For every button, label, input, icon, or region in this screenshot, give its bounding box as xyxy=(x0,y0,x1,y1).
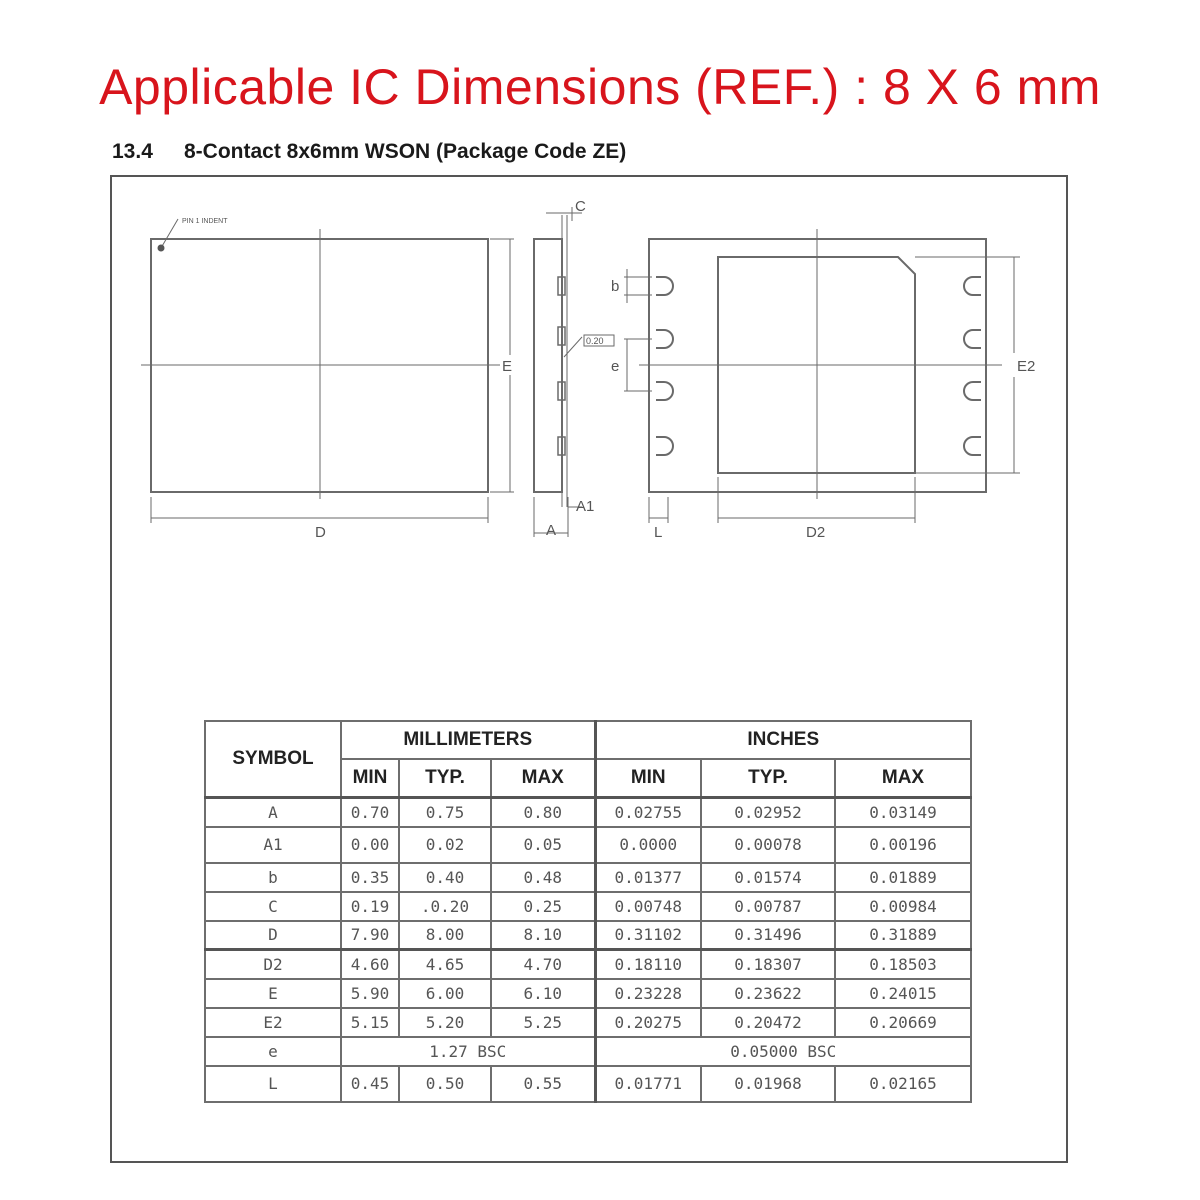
cell-in-max: 0.20669 xyxy=(835,1008,971,1037)
page-title: Applicable IC Dimensions (REF.) : 8 X 6 mm xyxy=(99,59,1101,115)
cell-mm-min: 7.90 xyxy=(341,921,399,950)
cell-in-min: 0.01377 xyxy=(595,863,701,892)
cell-symbol: D2 xyxy=(205,950,341,979)
table-row-b xyxy=(205,863,971,892)
cell-symbol: C xyxy=(205,892,341,921)
cell-in-min: 0.23228 xyxy=(595,979,701,1008)
table-row-A xyxy=(205,798,971,827)
right-pad-2 xyxy=(964,330,981,348)
cell-mm-min: 4.60 xyxy=(341,950,399,979)
section-number: 13.4 xyxy=(112,140,153,163)
cell-in-max: 0.18503 xyxy=(835,950,971,979)
cell-in-min: 0.02755 xyxy=(595,798,701,827)
left-pad-1 xyxy=(656,277,673,295)
cell-in-typ: 0.00078 xyxy=(701,827,835,863)
cell-in-max: 0.01889 xyxy=(835,863,971,892)
label-C: C xyxy=(575,198,586,215)
cell-in-typ: 0.01968 xyxy=(701,1066,835,1102)
cell-in-typ: 0.20472 xyxy=(701,1008,835,1037)
cell-in-max: 0.00196 xyxy=(835,827,971,863)
cell-mm-max: 6.10 xyxy=(491,979,595,1008)
in-typ-header: TYP. xyxy=(701,759,835,798)
cell-symbol: E2 xyxy=(205,1008,341,1037)
right-pad-3 xyxy=(964,382,981,400)
cell-mm-min: 0.45 xyxy=(341,1066,399,1102)
mm-max-header: MAX xyxy=(491,759,595,798)
cell-in-min: 0.00748 xyxy=(595,892,701,921)
cell-mm-typ: 6.00 xyxy=(399,979,491,1008)
label-E2: E2 xyxy=(1017,358,1036,375)
label-A1: A1 xyxy=(576,498,595,515)
table-row-e xyxy=(205,1037,971,1066)
cell-mm-typ: 5.20 xyxy=(399,1008,491,1037)
symbol-header: SYMBOL xyxy=(205,721,341,798)
cell-in-max: 0.31889 xyxy=(835,921,971,950)
left-pad-3 xyxy=(656,382,673,400)
cell-mm-max: 4.70 xyxy=(491,950,595,979)
cell-mm-min: 0.19 xyxy=(341,892,399,921)
table-row-C xyxy=(205,892,971,921)
cell-in-max: 0.02165 xyxy=(835,1066,971,1102)
section-heading xyxy=(112,140,626,164)
label-A: A xyxy=(546,522,557,539)
mm-typ-header: TYP. xyxy=(399,759,491,798)
in-max-header: MAX xyxy=(835,759,971,798)
label-D: D xyxy=(315,524,326,541)
cell-mm-typ: .0.20 xyxy=(399,892,491,921)
cell-mm-min: 0.00 xyxy=(341,827,399,863)
cell-mm-min: 0.35 xyxy=(341,863,399,892)
right-pad-1 xyxy=(964,277,981,295)
cell-mm-max: 8.10 xyxy=(491,921,595,950)
cell-in-typ: 0.01574 xyxy=(701,863,835,892)
label-E: E xyxy=(502,358,513,375)
label-pin1: PIN 1 INDENT xyxy=(182,218,228,225)
table-row-L xyxy=(205,1066,971,1102)
cell-in-typ: 0.23622 xyxy=(701,979,835,1008)
cell-in-min: 0.31102 xyxy=(595,921,701,950)
cell-in-min: 0.18110 xyxy=(595,950,701,979)
cell-in-min: 0.20275 xyxy=(595,1008,701,1037)
inches-header: INCHES xyxy=(595,721,971,759)
cell-in-typ: 0.18307 xyxy=(701,950,835,979)
cell-mm-typ: 4.65 xyxy=(399,950,491,979)
cell-mm-max: 0.25 xyxy=(491,892,595,921)
cell-mm-typ: 8.00 xyxy=(399,921,491,950)
table-row-D2 xyxy=(205,950,971,979)
cell-in-typ: 0.00787 xyxy=(701,892,835,921)
pin1-marker xyxy=(158,245,165,252)
cell-mm-typ: 0.75 xyxy=(399,798,491,827)
cell-in-min: 0.0000 xyxy=(595,827,701,863)
cell-in-max: 0.24015 xyxy=(835,979,971,1008)
cell-mm-typ: 0.50 xyxy=(399,1066,491,1102)
cell-mm-min: 5.90 xyxy=(341,979,399,1008)
table-row-E2 xyxy=(205,1008,971,1037)
label-gauge: 0.20 xyxy=(586,336,604,346)
cell-mm-max: 0.55 xyxy=(491,1066,595,1102)
section-title: 8-Contact 8x6mm WSON (Package Code ZE) xyxy=(184,140,627,163)
cell-mm-min: 5.15 xyxy=(341,1008,399,1037)
cell-mm-max: 0.05 xyxy=(491,827,595,863)
cell-symbol: L xyxy=(205,1066,341,1102)
table-row-D xyxy=(205,921,971,950)
cell-mm-typ: 0.02 xyxy=(399,827,491,863)
cell-in-bsc: 0.05000 BSC xyxy=(595,1037,971,1066)
mm-min-header: MIN xyxy=(341,759,399,798)
left-pad-4 xyxy=(656,437,673,455)
cell-mm-typ: 0.40 xyxy=(399,863,491,892)
dimensions-table xyxy=(204,720,972,1103)
cell-symbol: A1 xyxy=(205,827,341,863)
label-b: b xyxy=(611,278,620,295)
left-pad-2 xyxy=(656,330,673,348)
cell-symbol: E xyxy=(205,979,341,1008)
cell-in-max: 0.03149 xyxy=(835,798,971,827)
table-row-A1 xyxy=(205,827,971,863)
cell-symbol: D xyxy=(205,921,341,950)
cell-in-typ: 0.02952 xyxy=(701,798,835,827)
label-L: L xyxy=(654,524,663,541)
cell-mm-max: 0.48 xyxy=(491,863,595,892)
table-row-E xyxy=(205,979,971,1008)
cell-mm-min: 0.70 xyxy=(341,798,399,827)
cell-mm-bsc: 1.27 BSC xyxy=(341,1037,595,1066)
cell-in-typ: 0.31496 xyxy=(701,921,835,950)
cell-in-min: 0.01771 xyxy=(595,1066,701,1102)
label-D2: D2 xyxy=(806,524,826,541)
right-pad-4 xyxy=(964,437,981,455)
cell-mm-max: 0.80 xyxy=(491,798,595,827)
cell-mm-max: 5.25 xyxy=(491,1008,595,1037)
cell-symbol: b xyxy=(205,863,341,892)
label-e: e xyxy=(611,358,620,375)
cell-in-max: 0.00984 xyxy=(835,892,971,921)
cell-symbol: e xyxy=(205,1037,341,1066)
in-min-header: MIN xyxy=(595,759,701,798)
millimeters-header: MILLIMETERS xyxy=(341,721,595,759)
cell-symbol: A xyxy=(205,798,341,827)
